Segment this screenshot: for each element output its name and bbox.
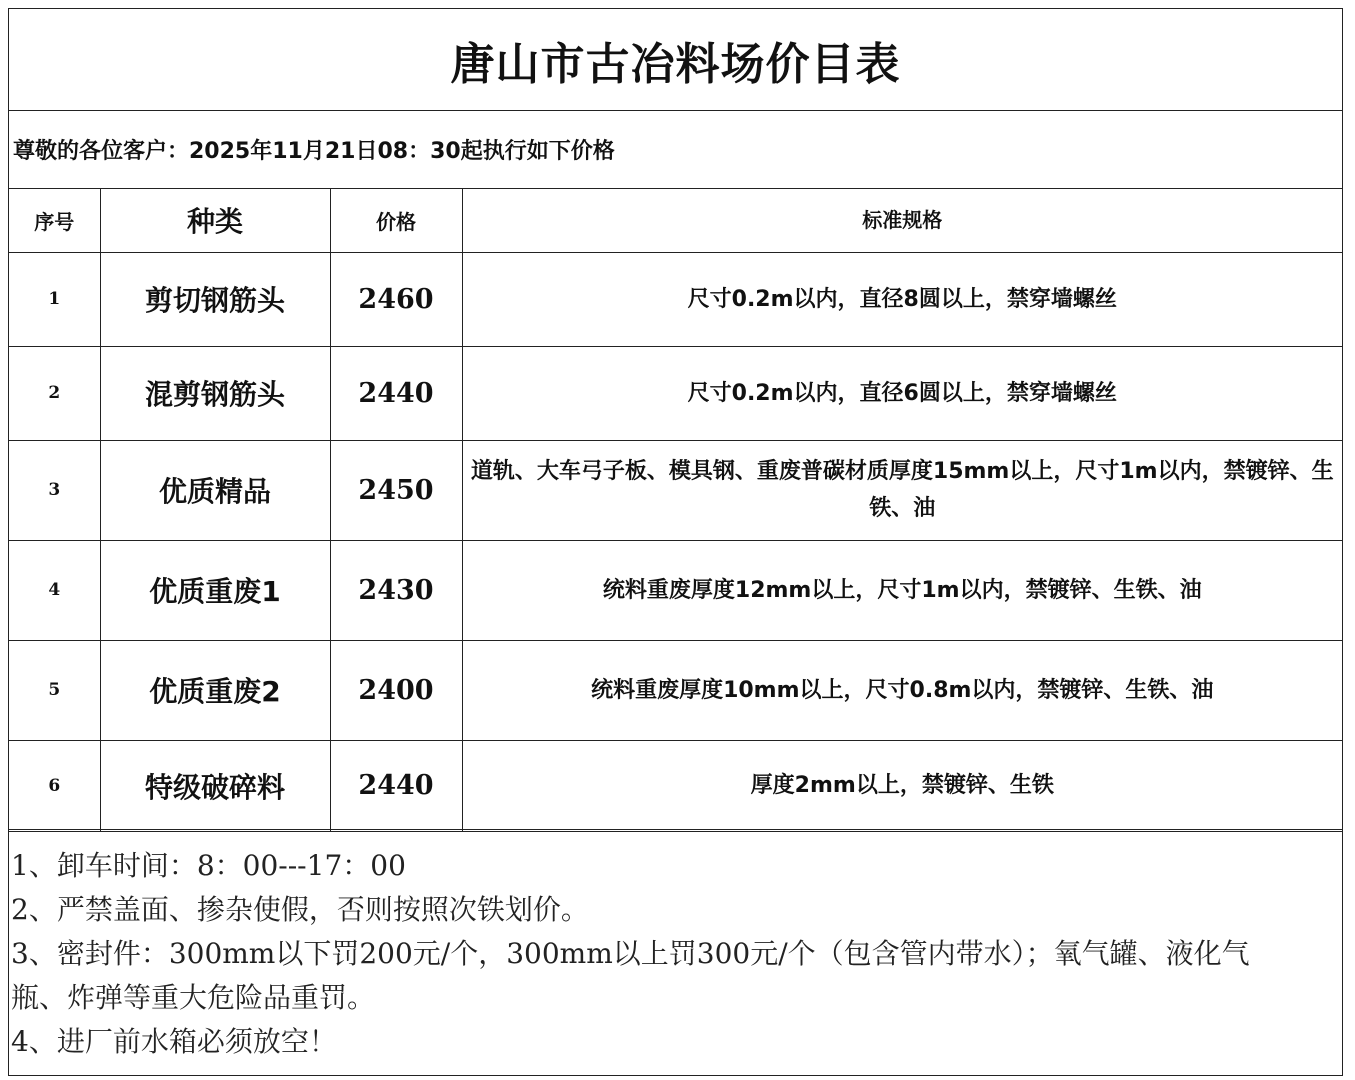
customer-notice: 尊敬的各位客户：2025年11月21日08：30起执行如下价格: [9, 111, 1342, 189]
table-row: [9, 740, 1342, 831]
row-no: 2: [9, 346, 100, 440]
header-price: 价格: [330, 189, 462, 252]
row-type: 优质精品: [100, 440, 330, 540]
table-row: [9, 640, 1342, 740]
note-item: 1、卸车时间：8：00---17：00: [11, 849, 406, 882]
row-no: 1: [9, 252, 100, 346]
table-row: [9, 252, 1342, 346]
row-type: 混剪钢筋头: [100, 346, 330, 440]
row-no: 3: [9, 440, 100, 540]
note-item: 4、进厂前水箱必须放空！: [11, 1025, 337, 1058]
table-row: [9, 346, 1342, 440]
row-price: 2450: [330, 440, 462, 540]
note-item: 3、密封件：300mm以下罚200元/个，300mm以上罚300元/个（包含管内带水）；氧气罐、液化气瓶、炸弹等重大危险品重罚。: [11, 937, 1250, 1014]
row-price: 2400: [330, 640, 462, 740]
notes-section: [9, 829, 1342, 1064]
row-spec: 尺寸0.2m以内，直径6圆以上，禁穿墙螺丝: [462, 346, 1342, 440]
row-spec: 统料重废厚度10mm以上，尺寸0.8m以内，禁镀锌、生铁、油: [462, 640, 1342, 740]
row-price: 2440: [330, 740, 462, 831]
table-row: [9, 440, 1342, 540]
row-type: 优质重废2: [100, 640, 330, 740]
row-spec: 道轨、大车弓子板、模具钢、重废普碳材质厚度15mm以上，尺寸1m以内，禁镀锌、生铁、油: [462, 440, 1342, 540]
row-no: 4: [9, 540, 100, 640]
row-type: 优质重废1: [100, 540, 330, 640]
row-price: 2430: [330, 540, 462, 640]
row-price: 2440: [330, 346, 462, 440]
row-no: 6: [9, 740, 100, 831]
row-price: 2460: [330, 252, 462, 346]
row-spec: 尺寸0.2m以内，直径8圆以上，禁穿墙螺丝: [462, 252, 1342, 346]
header-spec: 标准规格: [462, 189, 1342, 252]
table-header-row: [9, 189, 1342, 252]
row-type: 剪切钢筋头: [100, 252, 330, 346]
header-no: 序号: [9, 189, 100, 252]
table-row: [9, 540, 1342, 640]
row-no: 5: [9, 640, 100, 740]
row-type: 特级破碎料: [100, 740, 330, 831]
price-sheet: [8, 8, 1343, 1076]
row-spec: 统料重废厚度12mm以上，尺寸1m以内，禁镀锌、生铁、油: [462, 540, 1342, 640]
price-table: [9, 189, 1342, 832]
row-spec: 厚度2mm以上，禁镀锌、生铁: [462, 740, 1342, 831]
note-item: 2、严禁盖面、掺杂使假，否则按照次铁划价。: [11, 893, 589, 926]
header-type: 种类: [100, 189, 330, 252]
page-title: 唐山市古冶料场价目表: [9, 9, 1342, 111]
